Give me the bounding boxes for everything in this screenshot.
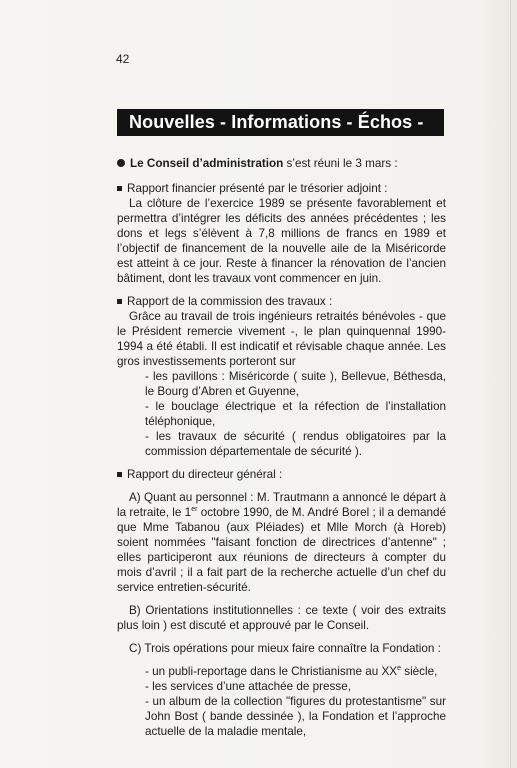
section-banner: Nouvelles - Informations - Échos -	[117, 109, 444, 136]
section-head-financier: Rapport financier présenté par le trésorier adjoint :	[117, 181, 446, 196]
paragraph-personnel: A) Quant au personnel : M. Trautmann a annoncé le départ à la retraite, le 1er octobre 1990, de M. André Borel ; il a demandé que Mme Tabanou (aux Pléiades) et Mlle Morch (à Horeb) soient nommées "faisant fonction de directrices d’antenne" ; elles participeront aux réunions de directeurs à compter du mois d’avril ; il a fait part de la recherche actuelle d’un chef du service entretien-sécurité.	[117, 491, 447, 594]
paragraph-travaux: Grâce au travail de trois ingénieurs retraités bénévoles - que le Président remercie vivement -, le plan quinquennal 1990-1994 a été établi. Il est indicatif et révisable chaque année. Les gros investissements porteront sur	[117, 310, 446, 368]
list-item: - les services d’une attachée de presse,	[145, 680, 351, 693]
operations-list	[145, 664, 446, 739]
square-bullet-icon	[117, 186, 122, 191]
article-body	[117, 156, 446, 739]
lead-line	[117, 156, 446, 171]
lead-text: s’est réuni le 3 mars :	[283, 157, 398, 170]
paragraph-operations: C) Trois opérations pour mieux faire connaître la Fondation :	[129, 642, 441, 655]
round-bullet-icon	[117, 159, 125, 167]
page-number: 42	[116, 52, 130, 66]
list-item: - les pavillons : Miséricorde ( suite ), Bellevue, Béthesda, le Bourg d’Abren et Guyenne,	[145, 370, 446, 398]
square-bullet-icon	[117, 299, 122, 304]
section-head-directeur: Rapport du directeur général :	[117, 467, 446, 482]
paragraph-financier: La clôture de l’exercice 1989 se présente favorablement et permettra d’intégrer les déficits des années précédentes ; les dons et legs s’élèvent à 7,8 millions de francs en 1989 et l’objectif de financement de la nouvelle aile de la Miséricorde est atteint à ce jour. Reste à financer la rénovation de l’ancien bâtiment, dont les travaux vont commencer en juin.	[117, 197, 446, 285]
list-item: - un album de la collection "figures du protestantisme" sur John Bost ( bande dessinée ), la Fondation et l’approche actuelle de la maladie mentale,	[145, 695, 446, 738]
list-item: - un publi-reportage dans le Christianisme au XXe siècle,	[145, 665, 438, 678]
travaux-list	[145, 369, 446, 459]
paragraph-orientations: B) Orientations institutionnelles : ce texte ( voir des extraits plus loin ) est discuté et approuvé par le Conseil.	[117, 604, 446, 632]
page-edge-shadow	[510, 0, 511, 768]
section-head-travaux: Rapport de la commission des travaux :	[117, 294, 446, 309]
list-item: - le bouclage électrique et la réfection de l’installation téléphonique,	[145, 400, 446, 428]
list-item: - les travaux de sécurité ( rendus obligatoires par la commission départementale de sécurité ).	[145, 430, 446, 458]
lead-label: Le Conseil d’administration	[130, 157, 284, 170]
square-bullet-icon	[117, 472, 122, 477]
